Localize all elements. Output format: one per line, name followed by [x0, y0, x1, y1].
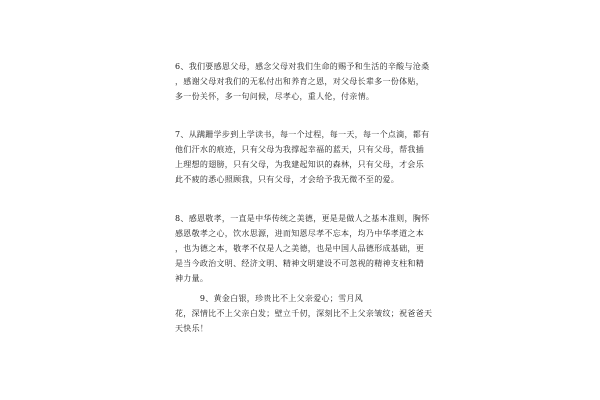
paragraph-line: 6、我们要感恩父母，感念父母对我们生命的赐予和生活的辛酸与沧桑: [175, 62, 430, 71]
paragraph-line: 9、黄金白银，珍贵比不上父亲爱心；雪月风: [175, 294, 363, 303]
paragraph-line: 他们汗水的痕迹，只有父母为我撑起幸福的蓝天，只有父母，帮我插: [175, 145, 424, 154]
paragraph-8: [175, 211, 430, 286]
paragraph-6: [175, 59, 430, 104]
paragraph-line: ，感谢父母对我们的无私付出和养育之恩，对父母长辈多一份体贴，: [175, 77, 424, 86]
paragraph-9: [175, 291, 433, 336]
paragraph-line: 此不疲的悉心照顾我，只有父母，才会给予我无微不至的爱。: [175, 175, 400, 184]
paragraph-7: [175, 127, 430, 187]
paragraph-line: 多一份关怀，多一句问候，尽孝心，重人伦，付亲情。: [175, 92, 375, 101]
paragraph-line: 7、从蹒跚学步到上学读书，每一个过程，每一天，每一个点滴，都有: [175, 130, 430, 139]
paragraph-line: 8、感恩敬孝，一直是中华传统之美德，更是是做人之基本准则，胸怀: [175, 214, 430, 223]
paragraph-line: 花，深情比不上父亲白发；壁立千仞，深刻比不上父亲皱纹；祝爸爸天: [175, 309, 433, 318]
paragraph-line: 天快乐！: [175, 324, 209, 333]
paragraph-line: 感恩敬孝之心，饮水思源，进而知恩尽孝不忘本，均乃中华孝道之本: [175, 229, 424, 238]
paragraph-line: ，也为德之本，敬孝不仅是人之美德，也是中国人品德形成基础，更: [175, 244, 424, 253]
paragraph-line: 神力量。: [175, 274, 209, 283]
paragraph-line: 上理想的翅膀，只有父母，为我建起知识的森林，只有父母，才会乐: [175, 160, 424, 169]
paragraph-line: 是当今政治文明、经济文明、精神文明建设不可忽视的精神支柱和精: [175, 259, 424, 268]
